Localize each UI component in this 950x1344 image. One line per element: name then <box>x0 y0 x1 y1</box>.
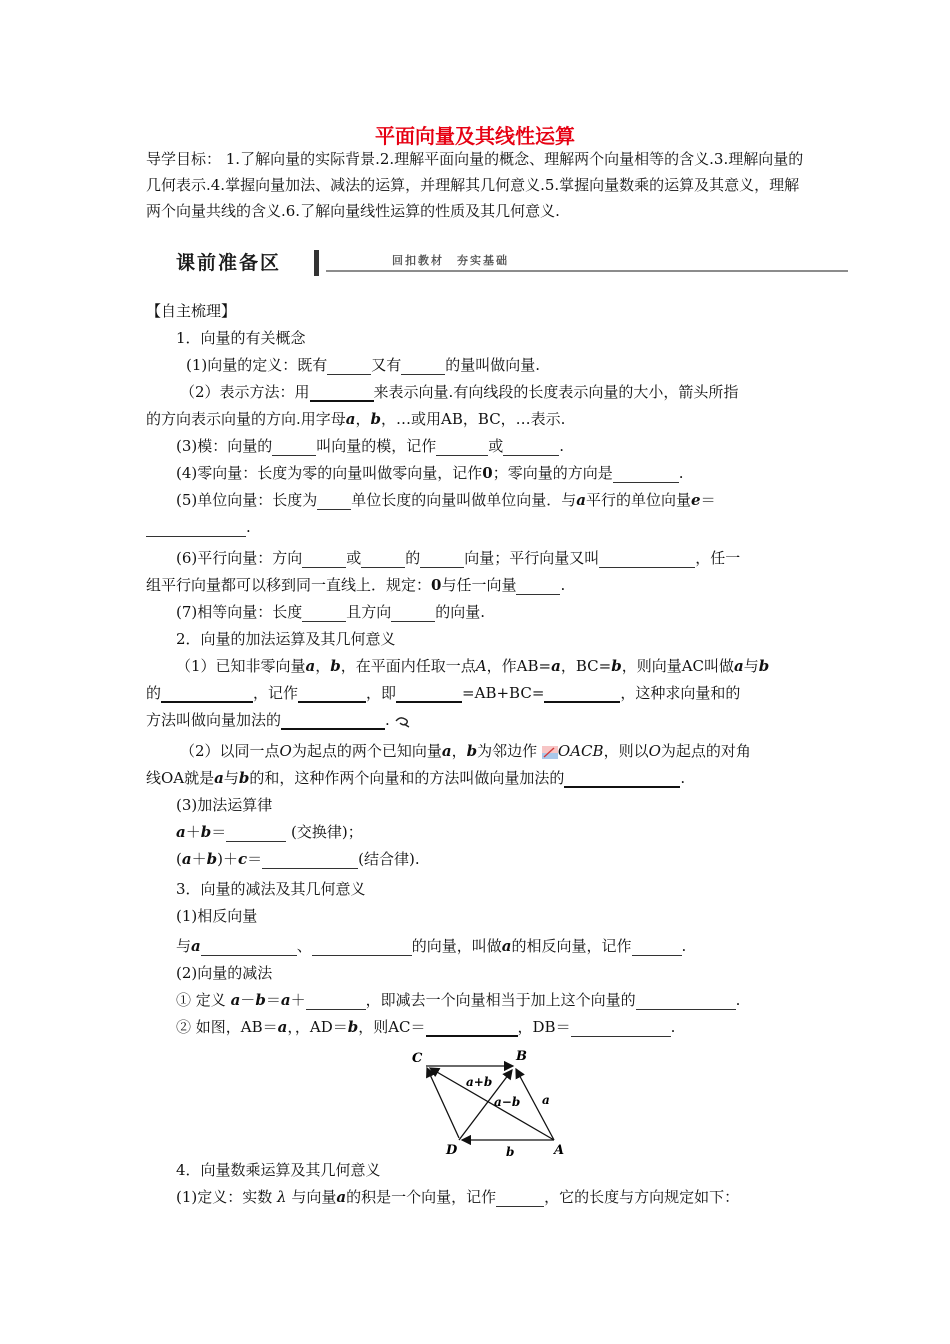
learning-objectives: 导学目标： 1.了解向量的实际背景.2.理解平面向量的概念、理解两个向量相等的含义.3.理解向量的几何表示.4.掌握向量加法、减法的运算，并理解其几何意义.5.掌握向量数乘的运算及其意义，理解两个向量共线的含义.6.了解向量线性运算的性质及其几何意义. <box>146 150 804 220</box>
answer-blank[interactable] <box>516 578 560 595</box>
line-commutative-law: a＋b＝ (交换律)； <box>176 823 363 841</box>
answer-blank[interactable] <box>327 358 371 375</box>
label-a-minus-b: a−b <box>494 1095 521 1109</box>
answer-blank[interactable] <box>317 493 351 510</box>
line-scalar-def: (1)定义：实数 λ 与向量a的积是一个向量，记作 ，它的长度与方向规定如下： <box>176 1188 740 1206</box>
answer-blank[interactable] <box>599 551 695 568</box>
answer-blank[interactable] <box>306 993 366 1010</box>
line-subtraction-figure-ref: ② 如图，AB＝a，，AD＝b，则AC＝ ，DB＝ . <box>176 1018 676 1036</box>
vertex-label-b: B <box>516 1049 527 1064</box>
section-tag: 【自主梳理】 <box>146 302 237 320</box>
heading-vector-subtraction: 3．向量的减法及其几何意义 <box>176 880 366 898</box>
line-zero-vector: (4)零向量：长度为零的向量叫做零向量，记作0；零向量的方向是 . <box>176 464 684 482</box>
heading-vector-addition: 2．向量的加法运算及其几何意义 <box>176 630 396 648</box>
banner-title: 课前准备区 <box>176 252 282 274</box>
line-associative-law: (a＋b)＋c＝ (结合律). <box>176 850 420 868</box>
answer-blank[interactable] <box>226 825 286 842</box>
line-opposite-vector: 与a 、 的向量，叫做a的相反向量，记作 . <box>176 937 687 955</box>
parallelogram-figure <box>406 1046 586 1162</box>
parallelogram-icon <box>542 746 558 759</box>
answer-blank[interactable] <box>201 939 297 956</box>
line-equal-vectors: (7)相等向量：长度 且方向 的向量. <box>176 603 486 621</box>
answer-blank[interactable] <box>396 685 462 703</box>
heading-subtraction: (2)向量的减法 <box>176 964 273 982</box>
line-representation-cont: 的方向表示向量的方向.用字母a，b，…或用AB，BC，…表示. <box>146 410 566 428</box>
label-a: a <box>542 1093 550 1107</box>
line-addition-def: （1）已知非零向量a，b，在平面内任取一点A，作AB=a，BC=b，则向量AC叫做a与b <box>176 657 770 675</box>
banner-subtitle: 回扣教材 夯实基础 <box>392 254 509 267</box>
answer-blank[interactable] <box>391 605 435 622</box>
answer-blank[interactable] <box>361 551 405 568</box>
line-subtraction-def: ① 定义 a－b＝a＋ ，即减去一个向量相当于加上这个向量的 . <box>176 991 741 1009</box>
section-banner <box>176 248 848 280</box>
heading-opposite-vector: (1)相反向量 <box>176 907 258 925</box>
line-addition-def-cont: 的 ，记作 ，即 =AB+BC= ，这种求向量和的 <box>146 684 741 702</box>
answer-blank[interactable] <box>436 439 488 456</box>
heading-scalar-multiplication: 4．向量数乘运算及其几何意义 <box>176 1161 381 1179</box>
answer-blank[interactable] <box>312 939 412 956</box>
line-parallelogram-rule: （2）以同一点O为起点的两个已知向量a，b为邻边作 OACB，则以O为起点的对角 <box>180 742 751 760</box>
line-parallel-cont: 组平行向量都可以移到同一直线上．规定：0与任一向量 . <box>146 576 566 594</box>
label-a-plus-b: a+b <box>466 1075 493 1089</box>
answer-blank[interactable] <box>272 439 316 456</box>
answer-blank[interactable] <box>262 852 358 869</box>
line-representation: （2）表示方法：用 来表示向量.有向线段的长度表示向量的大小，箭头所指 <box>180 383 739 401</box>
vertex-label-d: D <box>446 1143 458 1158</box>
vertex-label-a: A <box>554 1143 565 1158</box>
answer-blank[interactable] <box>564 770 680 788</box>
answer-blank[interactable] <box>613 466 679 483</box>
answer-blank[interactable] <box>544 685 620 703</box>
answer-blank[interactable] <box>636 993 736 1010</box>
line-unit-vector-cont: . <box>146 517 251 537</box>
answer-blank[interactable] <box>401 358 445 375</box>
line-definition: (1)向量的定义：既有 又有 的量叫做向量. <box>186 356 541 374</box>
edge-dc <box>427 1068 459 1138</box>
answer-blank[interactable] <box>632 939 682 956</box>
answer-blank[interactable] <box>571 1020 671 1037</box>
answer-blank[interactable] <box>281 712 385 730</box>
answer-blank[interactable] <box>420 551 464 568</box>
label-b: b <box>506 1145 515 1159</box>
page-title: 平面向量及其线性运算 <box>375 124 575 148</box>
answer-blank[interactable] <box>503 439 559 456</box>
answer-blank[interactable] <box>298 685 366 703</box>
answer-blank[interactable] <box>146 520 246 537</box>
heading-addition-laws: (3)加法运算律 <box>176 796 273 814</box>
answer-blank[interactable] <box>496 1190 544 1207</box>
answer-blank[interactable] <box>310 384 374 402</box>
vertex-label-c: C <box>412 1051 423 1066</box>
line-magnitude: (3)模：向量的 叫向量的模，记作 或 . <box>176 437 565 455</box>
line-unit-vector: (5)单位向量：长度为 单位长度的向量叫做单位向量．与a平行的单位向量e＝ <box>176 491 716 509</box>
line-parallel-vectors: (6)平行向量：方向 或 的 向量；平行向量又叫 ，任一 <box>176 549 741 567</box>
heading-vector-concepts: 1．向量的有关概念 <box>176 329 306 347</box>
banner-rule <box>326 270 848 272</box>
line-addition-rule: 方法叫做向量加法的 . <box>146 710 411 730</box>
answer-blank[interactable] <box>426 1019 518 1037</box>
answer-blank[interactable] <box>161 685 253 703</box>
answer-blank[interactable] <box>302 605 346 622</box>
banner-divider <box>314 250 319 276</box>
answer-blank[interactable] <box>302 551 346 568</box>
annotation-mark-icon <box>395 715 411 728</box>
line-parallelogram-cont: 线OA就是a与b的和，这种作两个向量和的方法叫做向量加法的 . <box>146 769 686 787</box>
